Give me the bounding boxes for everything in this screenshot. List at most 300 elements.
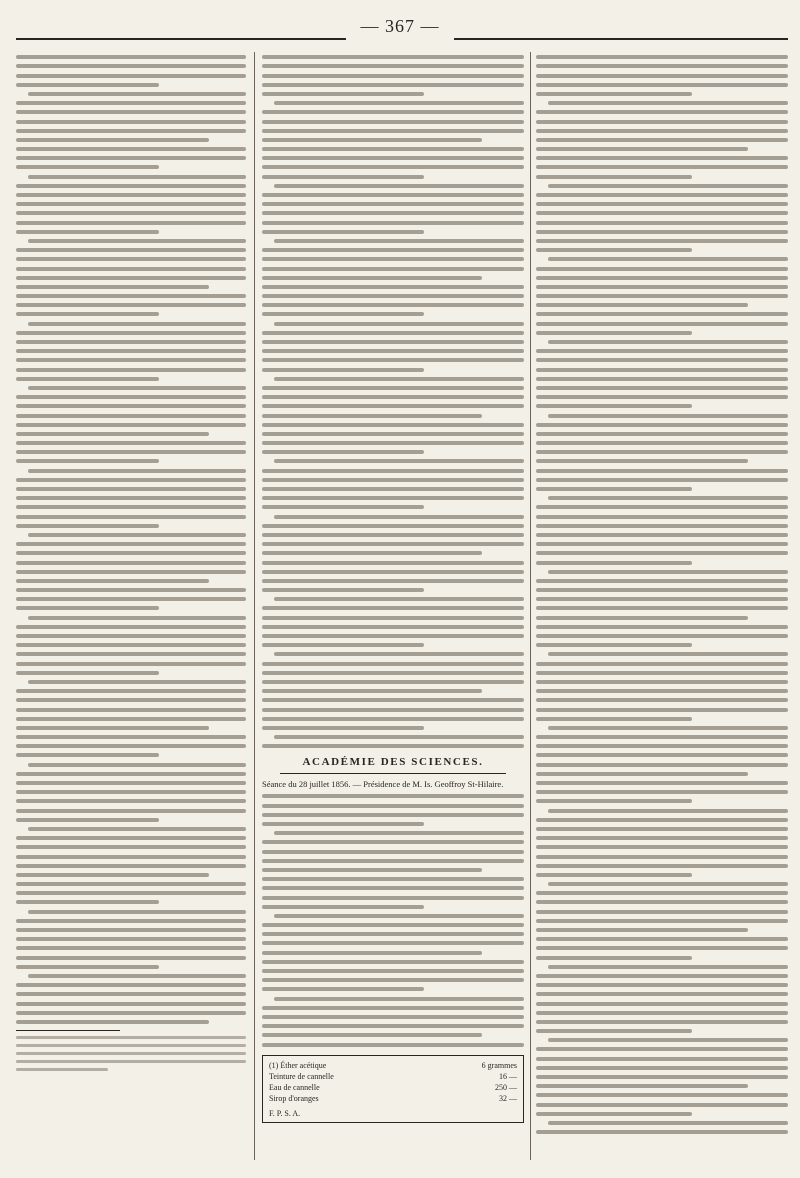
text-line	[16, 597, 246, 601]
text-line	[28, 910, 246, 914]
text-line	[536, 267, 788, 271]
text-line	[274, 735, 524, 739]
text-line	[536, 358, 788, 362]
text-line	[16, 570, 246, 574]
column-1	[16, 50, 246, 1160]
text-line	[536, 790, 788, 794]
text-line	[274, 914, 524, 918]
text-line	[16, 845, 246, 849]
text-line	[274, 515, 524, 519]
text-line	[262, 1015, 524, 1019]
text-line	[262, 165, 524, 169]
text-line	[548, 726, 788, 730]
text-line	[536, 891, 788, 895]
text-line	[16, 662, 246, 666]
text-line	[536, 680, 788, 684]
text-line	[16, 1002, 246, 1006]
text-line	[16, 836, 246, 840]
text-line	[274, 459, 524, 463]
section-rule	[280, 773, 506, 774]
text-line	[262, 896, 524, 900]
text-line	[536, 1084, 748, 1088]
text-line	[536, 221, 788, 225]
recipe-label: Eau de cannelle	[269, 1082, 320, 1092]
text-line	[16, 882, 246, 886]
text-line	[16, 524, 159, 528]
text-line	[16, 74, 246, 78]
page-number: — 367 —	[360, 16, 440, 36]
text-line	[536, 689, 788, 693]
text-line	[536, 395, 788, 399]
text-line	[536, 1047, 788, 1051]
text-line	[16, 294, 246, 298]
text-line	[536, 1066, 788, 1070]
text-line	[262, 285, 524, 289]
text-line	[262, 64, 524, 68]
text-line	[536, 717, 692, 721]
text-line	[16, 956, 246, 960]
text-line	[536, 524, 788, 528]
text-line	[262, 1033, 482, 1037]
text-line	[28, 386, 246, 390]
text-line	[536, 147, 748, 151]
text-line	[16, 965, 159, 969]
text-line	[16, 799, 246, 803]
text-line	[262, 813, 524, 817]
text-line	[16, 156, 246, 160]
text-line	[262, 257, 524, 261]
text-line	[16, 358, 246, 362]
text-line	[536, 533, 788, 537]
text-line	[536, 900, 788, 904]
text-line	[16, 652, 246, 656]
text-line	[16, 395, 246, 399]
text-line	[16, 450, 246, 454]
text-line	[536, 285, 788, 289]
text-line	[28, 92, 246, 96]
text-line	[536, 763, 788, 767]
text-line	[16, 414, 246, 418]
text-line	[16, 900, 159, 904]
text-line	[16, 689, 246, 693]
text-line	[262, 221, 524, 225]
text-line	[262, 294, 524, 298]
text-line	[16, 221, 246, 225]
text-line	[16, 698, 246, 702]
text-line	[16, 818, 159, 822]
text-line	[262, 340, 524, 344]
text-line	[16, 165, 159, 169]
text-line	[262, 804, 524, 808]
text-line	[274, 322, 524, 326]
text-line	[28, 175, 246, 179]
footnote-rule	[16, 1030, 120, 1031]
text-line	[262, 147, 524, 151]
text-line	[16, 1011, 246, 1015]
text-line	[262, 156, 524, 160]
text-line	[262, 606, 524, 610]
text-line	[262, 822, 424, 826]
text-line	[262, 923, 524, 927]
text-line	[536, 211, 788, 215]
text-line	[16, 285, 209, 289]
text-line	[536, 551, 788, 555]
text-line	[262, 570, 524, 574]
text-line	[262, 551, 482, 555]
text-line	[536, 542, 788, 546]
text-line	[16, 496, 246, 500]
text-line	[262, 625, 524, 629]
text-line	[262, 358, 524, 362]
text-line	[274, 101, 524, 105]
text-line	[262, 423, 524, 427]
text-line	[536, 294, 788, 298]
text-line	[262, 386, 524, 390]
text-line	[536, 1112, 692, 1116]
text-line	[262, 859, 524, 863]
text-line	[536, 230, 788, 234]
text-line	[16, 257, 246, 261]
text-line	[16, 184, 246, 188]
text-line	[536, 974, 788, 978]
recipe-value: 250 —	[495, 1082, 517, 1092]
text-line	[536, 735, 788, 739]
recipe-value: 16 —	[499, 1071, 517, 1081]
text-line	[536, 469, 788, 473]
text-line	[536, 818, 788, 822]
text-line	[28, 974, 246, 978]
text-line	[262, 717, 524, 721]
text-line	[548, 496, 788, 500]
text-line	[536, 202, 788, 206]
text-line	[16, 919, 246, 923]
text-line	[262, 129, 524, 133]
text-line	[262, 110, 524, 114]
text-line	[548, 570, 788, 574]
text-line	[536, 698, 788, 702]
text-line	[16, 726, 209, 730]
text-line	[16, 708, 246, 712]
text-line	[262, 230, 424, 234]
text-line	[16, 983, 246, 987]
text-line	[536, 1002, 788, 1006]
text-line	[28, 680, 246, 684]
text-line	[536, 276, 788, 280]
text-line	[16, 717, 246, 721]
text-line	[16, 551, 246, 555]
text-line	[536, 983, 788, 987]
text-line	[262, 496, 524, 500]
recipe-row	[269, 1071, 517, 1082]
text-line	[262, 395, 524, 399]
text-line	[536, 404, 692, 408]
text-line	[16, 744, 246, 748]
text-line	[548, 809, 788, 813]
text-line	[28, 322, 246, 326]
text-line	[16, 120, 246, 124]
text-line	[262, 877, 524, 881]
text-line	[548, 414, 788, 418]
text-line	[536, 864, 788, 868]
text-line	[262, 1006, 524, 1010]
text-line	[536, 597, 788, 601]
text-line	[536, 55, 788, 59]
text-line	[16, 588, 246, 592]
seance-line: Séance du 28 juillet 1856. — Présidence de M. Is. Geoffroy St-Hilaire.	[262, 779, 504, 790]
text-line	[262, 55, 524, 59]
column-2	[262, 50, 524, 1160]
text-line	[536, 744, 788, 748]
text-line	[536, 478, 788, 482]
text-line	[16, 138, 209, 142]
text-line	[536, 1020, 788, 1024]
text-line	[16, 129, 246, 133]
text-line	[536, 836, 788, 840]
text-line	[262, 960, 524, 964]
text-line	[262, 671, 524, 675]
text-line	[536, 946, 788, 950]
text-line	[536, 312, 788, 316]
text-line	[16, 276, 246, 280]
text-line	[536, 873, 692, 877]
text-line	[16, 579, 209, 583]
text-line	[536, 910, 788, 914]
text-line	[16, 790, 246, 794]
recipe-box	[262, 1055, 524, 1123]
text-line	[16, 753, 159, 757]
column-divider	[254, 52, 255, 1160]
text-line	[262, 524, 524, 528]
recipe-label: (1) Éther acétique	[269, 1060, 327, 1070]
text-line	[262, 708, 524, 712]
footnote-line	[16, 1068, 108, 1071]
text-line	[262, 331, 524, 335]
text-line	[262, 941, 524, 945]
text-line	[274, 239, 524, 243]
text-line	[28, 827, 246, 831]
text-line	[16, 873, 209, 877]
text-line	[16, 946, 246, 950]
text-line	[262, 404, 524, 408]
text-line	[274, 184, 524, 188]
text-line	[536, 156, 788, 160]
text-line	[16, 110, 246, 114]
text-line	[16, 735, 246, 739]
text-line	[16, 478, 246, 482]
text-line	[262, 175, 424, 179]
text-line	[536, 331, 692, 335]
text-line	[536, 368, 788, 372]
text-line	[262, 794, 524, 798]
text-line	[536, 772, 748, 776]
text-line	[536, 855, 788, 859]
text-line	[536, 781, 788, 785]
text-line	[16, 781, 246, 785]
column-3-text	[536, 55, 788, 1134]
text-line	[28, 616, 246, 620]
text-line	[536, 386, 788, 390]
text-line	[262, 987, 424, 991]
text-line	[262, 349, 524, 353]
text-line	[536, 1130, 788, 1134]
text-line	[548, 257, 788, 261]
footnote-line	[16, 1036, 246, 1039]
text-line	[536, 799, 692, 803]
text-line	[262, 211, 524, 215]
text-line	[536, 450, 788, 454]
text-line	[16, 64, 246, 68]
header-rule-left	[16, 38, 346, 40]
text-line	[262, 533, 524, 537]
text-line	[16, 1020, 209, 1024]
text-line	[262, 138, 482, 142]
recipe-row	[269, 1060, 517, 1071]
text-line	[536, 248, 692, 252]
text-line	[536, 616, 748, 620]
footnote-line	[16, 1060, 246, 1063]
text-line	[262, 505, 424, 509]
text-line	[262, 905, 424, 909]
text-line	[536, 64, 788, 68]
text-line	[16, 515, 246, 519]
text-line	[16, 937, 246, 941]
text-line	[274, 597, 524, 601]
text-line	[536, 423, 788, 427]
text-line	[16, 55, 246, 59]
text-line	[536, 579, 788, 583]
recipe-value: 32 —	[499, 1093, 517, 1103]
footnotes	[16, 1036, 246, 1071]
text-line	[16, 368, 246, 372]
text-line	[262, 886, 524, 890]
text-line	[262, 689, 482, 693]
text-line	[16, 248, 246, 252]
text-line	[536, 919, 788, 923]
text-line	[16, 928, 246, 932]
text-line	[548, 882, 788, 886]
text-line	[16, 267, 246, 271]
text-line	[274, 377, 524, 381]
column-1-text	[16, 55, 246, 1024]
text-line	[536, 1011, 788, 1015]
text-line	[16, 772, 246, 776]
text-line	[16, 340, 246, 344]
text-line	[536, 753, 788, 757]
recipe-row	[269, 1093, 517, 1104]
text-line	[16, 404, 246, 408]
text-line	[16, 441, 246, 445]
text-line	[536, 845, 788, 849]
text-line	[536, 1029, 692, 1033]
column-3	[536, 50, 788, 1160]
text-line	[262, 368, 424, 372]
text-line	[262, 542, 524, 546]
text-line	[262, 267, 524, 271]
text-line	[536, 928, 748, 932]
text-line	[262, 643, 424, 647]
text-line	[16, 542, 246, 546]
text-line	[262, 588, 424, 592]
text-line	[16, 643, 246, 647]
text-line	[262, 850, 524, 854]
text-line	[536, 625, 788, 629]
text-line	[16, 331, 246, 335]
text-line	[262, 662, 524, 666]
text-line	[16, 671, 159, 675]
text-line	[262, 92, 424, 96]
text-line	[548, 101, 788, 105]
column-divider	[530, 52, 531, 1160]
text-line	[536, 643, 692, 647]
text-line	[536, 588, 788, 592]
text-line	[262, 441, 524, 445]
recipe-row	[269, 1082, 517, 1093]
text-line	[262, 561, 524, 565]
text-line	[16, 377, 159, 381]
footnote-line	[16, 1052, 246, 1055]
text-line	[16, 432, 209, 436]
text-line	[536, 1103, 788, 1107]
text-line	[536, 441, 788, 445]
text-line	[262, 276, 482, 280]
text-line	[262, 469, 524, 473]
text-line	[536, 239, 788, 243]
text-line	[262, 303, 524, 307]
text-line	[262, 312, 424, 316]
text-line	[16, 101, 246, 105]
column-2-text	[262, 55, 524, 748]
text-line	[536, 432, 788, 436]
text-line	[536, 322, 788, 326]
text-line	[536, 92, 692, 96]
text-line	[262, 487, 524, 491]
text-line	[16, 891, 246, 895]
text-line	[536, 74, 788, 78]
text-line	[262, 868, 482, 872]
text-line	[536, 671, 788, 675]
text-line	[16, 423, 246, 427]
recipe-label: Sirop d'oranges	[269, 1093, 319, 1103]
text-line	[16, 211, 246, 215]
text-line	[536, 138, 788, 142]
text-line	[16, 349, 246, 353]
text-line	[536, 349, 788, 353]
text-line	[536, 110, 788, 114]
text-line	[262, 951, 482, 955]
text-line	[16, 147, 246, 151]
text-line	[262, 248, 524, 252]
text-line	[262, 680, 524, 684]
header-rule-right	[454, 38, 788, 40]
text-line	[16, 83, 159, 87]
text-line	[548, 184, 788, 188]
text-line	[262, 432, 524, 436]
text-line	[536, 129, 788, 133]
text-line	[536, 487, 692, 491]
text-line	[536, 561, 692, 565]
column-2-text-continued	[262, 794, 524, 1046]
text-line	[16, 625, 246, 629]
text-line	[28, 763, 246, 767]
text-line	[262, 840, 524, 844]
text-line	[536, 662, 788, 666]
text-line	[262, 478, 524, 482]
text-line	[536, 83, 788, 87]
text-line	[262, 193, 524, 197]
text-line	[16, 487, 246, 491]
text-line	[262, 616, 524, 620]
text-line	[262, 634, 524, 638]
